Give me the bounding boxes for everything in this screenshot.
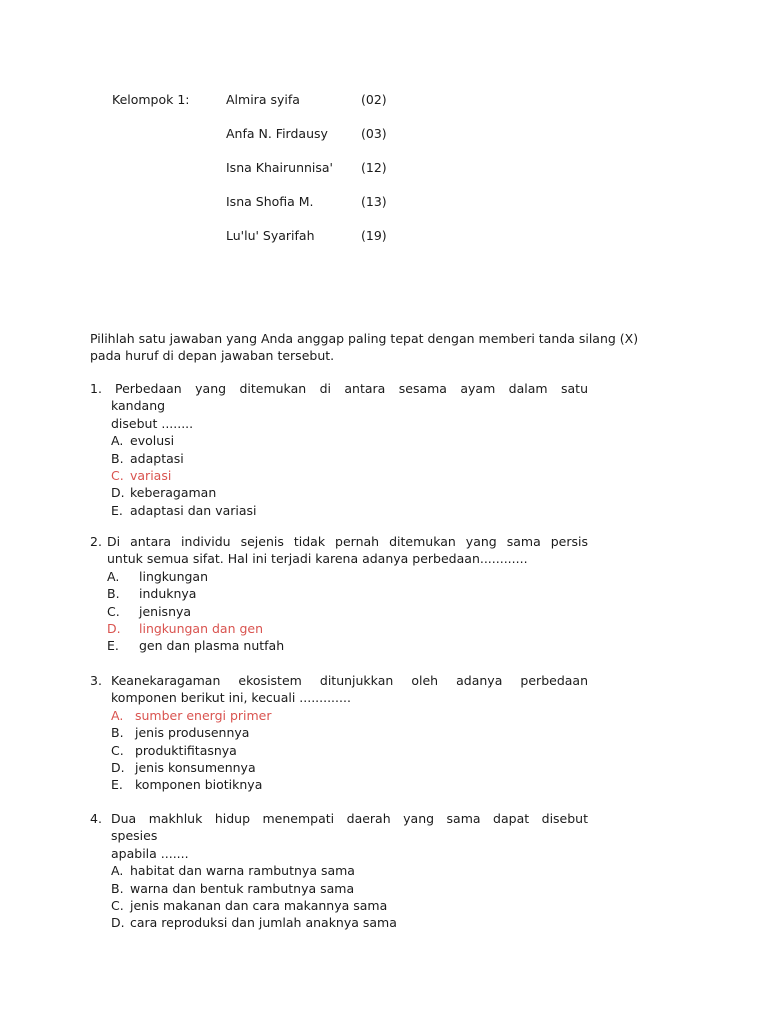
option-letter: D. (111, 760, 125, 776)
group-label: Kelompok 1: (112, 92, 190, 107)
option-letter: A. (111, 433, 124, 449)
option-d-answer[interactable] (107, 620, 588, 637)
option-a-answer[interactable] (111, 707, 588, 724)
question-number: 1. (90, 381, 102, 396)
option-letter: B. (111, 880, 124, 896)
question-number: 4. (90, 811, 102, 826)
option-text: jenis makanan dan cara makannya sama (130, 898, 388, 914)
option-text: adaptasi (130, 450, 184, 466)
member-number: (13) (361, 194, 387, 209)
option-letter: B. (111, 450, 124, 466)
member-number: (19) (361, 228, 387, 243)
option-c[interactable] (107, 603, 588, 620)
question-text-line: apabila ....... (111, 845, 189, 861)
question-3 (90, 672, 588, 794)
option-a[interactable] (111, 862, 588, 879)
option-text: lingkungan dan gen (139, 621, 264, 637)
member-number: (03) (361, 126, 387, 141)
answer-options (90, 862, 588, 932)
option-letter: B. (107, 586, 120, 602)
option-text: warna dan bentuk rambutnya sama (130, 880, 355, 896)
instruction-line: Pilihlah satu jawaban yang Anda anggap paling tepat dengan memberi tanda silang (X) (90, 331, 639, 346)
question-text-line: spesies (111, 828, 158, 844)
option-text: habitat dan warna rambutnya sama (130, 863, 355, 879)
option-a[interactable] (107, 568, 588, 585)
option-letter: C. (107, 603, 120, 619)
answer-options (90, 432, 588, 519)
option-letter: C. (111, 742, 124, 758)
answer-options (90, 568, 588, 655)
question-number: 3. (90, 673, 102, 688)
option-c-answer[interactable] (111, 467, 588, 484)
question-text-line: disebut ........ (111, 415, 194, 431)
question-text-line: Perbedaan yang ditemukan di antara sesama ayam dalam satu (115, 381, 588, 396)
question-text-line: Dua makhluk hidup menempati daerah yang sama dapat disebut (111, 811, 588, 826)
member-number: (12) (361, 160, 387, 175)
option-d[interactable] (111, 914, 588, 931)
option-letter: D. (111, 915, 125, 931)
option-c[interactable] (111, 897, 588, 914)
option-d[interactable] (111, 484, 588, 501)
option-e[interactable] (111, 776, 588, 793)
option-text: jenis produsennya (135, 725, 250, 741)
question-4 (90, 810, 588, 932)
question-text-line: Keanekaragaman ekosistem ditunjukkan oleh adanya perbedaan (111, 673, 588, 688)
question-1 (90, 380, 588, 519)
member-name: Anfa N. Firdausy (226, 126, 328, 141)
option-letter: D. (107, 621, 121, 637)
option-text: induknya (139, 586, 197, 602)
option-letter: E. (111, 777, 123, 793)
option-text: produktifitasnya (135, 742, 237, 758)
answer-options (90, 707, 588, 794)
option-letter: E. (111, 502, 123, 518)
option-letter: A. (111, 863, 124, 879)
option-text: lingkungan (139, 568, 209, 584)
option-letter: B. (111, 725, 124, 741)
member-number: (02) (361, 92, 387, 107)
member-name: Isna Shofia M. (226, 194, 314, 209)
option-text: komponen biotiknya (135, 777, 263, 793)
option-letter: E. (107, 638, 119, 654)
option-b[interactable] (111, 450, 588, 467)
option-text: variasi (130, 468, 172, 484)
option-letter: A. (111, 707, 124, 723)
question-2 (90, 533, 588, 655)
option-text: keberagaman (130, 485, 217, 501)
option-b[interactable] (111, 724, 588, 741)
option-text: adaptasi dan variasi (130, 502, 257, 518)
option-text: sumber energi primer (135, 707, 272, 723)
instruction-line: pada huruf di depan jawaban tersebut. (90, 348, 335, 363)
option-b[interactable] (111, 880, 588, 897)
option-d[interactable] (111, 759, 588, 776)
option-text: gen dan plasma nutfah (139, 638, 285, 654)
option-letter: D. (111, 485, 125, 501)
option-text: jenisnya (139, 603, 192, 619)
option-e[interactable] (107, 637, 588, 654)
option-text: cara reproduksi dan jumlah anaknya sama (130, 915, 397, 931)
question-text-line: untuk semua sifat. Hal ini terjadi karena adanya perbedaan............ (107, 551, 528, 567)
option-letter: A. (107, 568, 120, 584)
option-a[interactable] (111, 432, 588, 449)
option-b[interactable] (107, 585, 588, 602)
member-name: Lu'lu' Syarifah (226, 228, 315, 243)
question-text-line: kandang (111, 398, 166, 414)
question-number: 2. (90, 534, 102, 549)
member-name: Almira syifa (226, 92, 300, 107)
instruction-text (90, 330, 690, 364)
option-text: evolusi (130, 433, 175, 449)
option-letter: C. (111, 468, 124, 484)
option-text: jenis konsumennya (135, 760, 256, 776)
question-text-line: Di antara individu sejenis tidak pernah ditemukan yang sama persis (107, 534, 588, 549)
option-letter: C. (111, 898, 124, 914)
member-name: Isna Khairunnisa' (226, 160, 333, 175)
option-e[interactable] (111, 502, 588, 519)
question-text-line: komponen berikut ini, kecuali ............. (111, 690, 351, 706)
option-c[interactable] (111, 742, 588, 759)
